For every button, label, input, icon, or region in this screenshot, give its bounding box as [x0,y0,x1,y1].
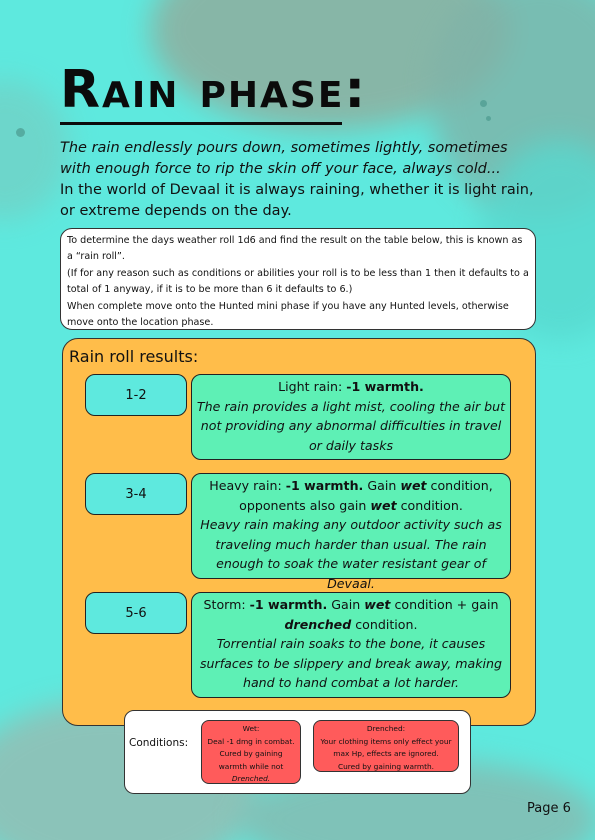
rules-paragraph-2: (If for any reason such as conditions or abilities your roll is to be less than 1 then it defaults to a total of 1 anyway, if it is to be more than 6 it defaults to 6.) [67,267,529,296]
rules-info-box [60,228,536,330]
storm-effect: Storm: -1 warmth. Gain wet condition + gain drenched condition. [203,597,499,632]
drenched-line: max Hp, effects are ignored. [333,749,439,758]
drenched-condition-card [313,720,459,772]
storm-flavor: Torrential rain soaks to the bone, it causes surfaces to be slippery and break away, making hand to hand combat a lot harder. [199,636,503,691]
rules-paragraph-3: When complete move onto the Hunted mini phase if you have any Hunted levels, otherwise move onto the location phase. [67,300,509,329]
page-title: Rain phase: [60,60,368,120]
storm-description [191,592,511,698]
conditions-box [124,710,471,794]
wet-line: warmth while not [218,761,284,771]
wet-line: Deal -1 dmg in combat. [207,736,295,746]
wet-line: Drenched. [231,774,271,783]
wet-condition-card [201,720,301,784]
page-number: Page 6 [527,801,571,816]
heavy-rain-description [191,473,511,591]
roll-range-label: 3-4 [125,486,147,502]
intro-flavor-text: The rain endlessly pours down, sometimes lightly, sometimes with enough force to rip the skin off your face, always cold... [60,140,508,177]
drenched-line: Your clothing items only effect your [320,736,452,746]
light-rain-effect: Light rain: -1 warmth. [278,379,424,394]
heavy-rain-flavor: Heavy rain making any outdoor activity such as traveling much harder than usual. The rain enough to soak the water resistant gear of Devaal. [200,517,502,591]
wet-line: Cured by gaining [219,749,283,758]
roll-range-3-4 [85,473,187,515]
conditions-label: Conditions: [129,737,189,749]
rules-paragraph-1: To determine the days weather roll 1d6 and find the result on the table below, this is known as a “rain roll”. [67,235,523,263]
rain-roll-results-panel [62,338,536,726]
roll-range-label: 1-2 [125,387,147,403]
heavy-rain-effect: Heavy rain: -1 warmth. Gain wet condition, opponents also gain wet condition. [209,478,493,513]
title-underline [60,122,342,125]
wet-title: Wet: [242,724,260,733]
drenched-line: Cured by gaining warmth. [337,761,435,771]
intro-text: In the world of Devaal it is always raining, whether it is light rain, or extreme depends on the day. [60,182,534,219]
roll-range-5-6 [85,592,187,634]
drenched-title: Drenched: [366,724,406,733]
results-heading: Rain roll results: [69,347,199,366]
light-rain-flavor: The rain provides a light mist, cooling the air but not providing any abnormal difficulties in travel or daily tasks [196,398,506,453]
roll-range-1-2 [85,374,187,416]
roll-range-label: 5-6 [125,605,147,621]
light-rain-description [191,374,511,460]
